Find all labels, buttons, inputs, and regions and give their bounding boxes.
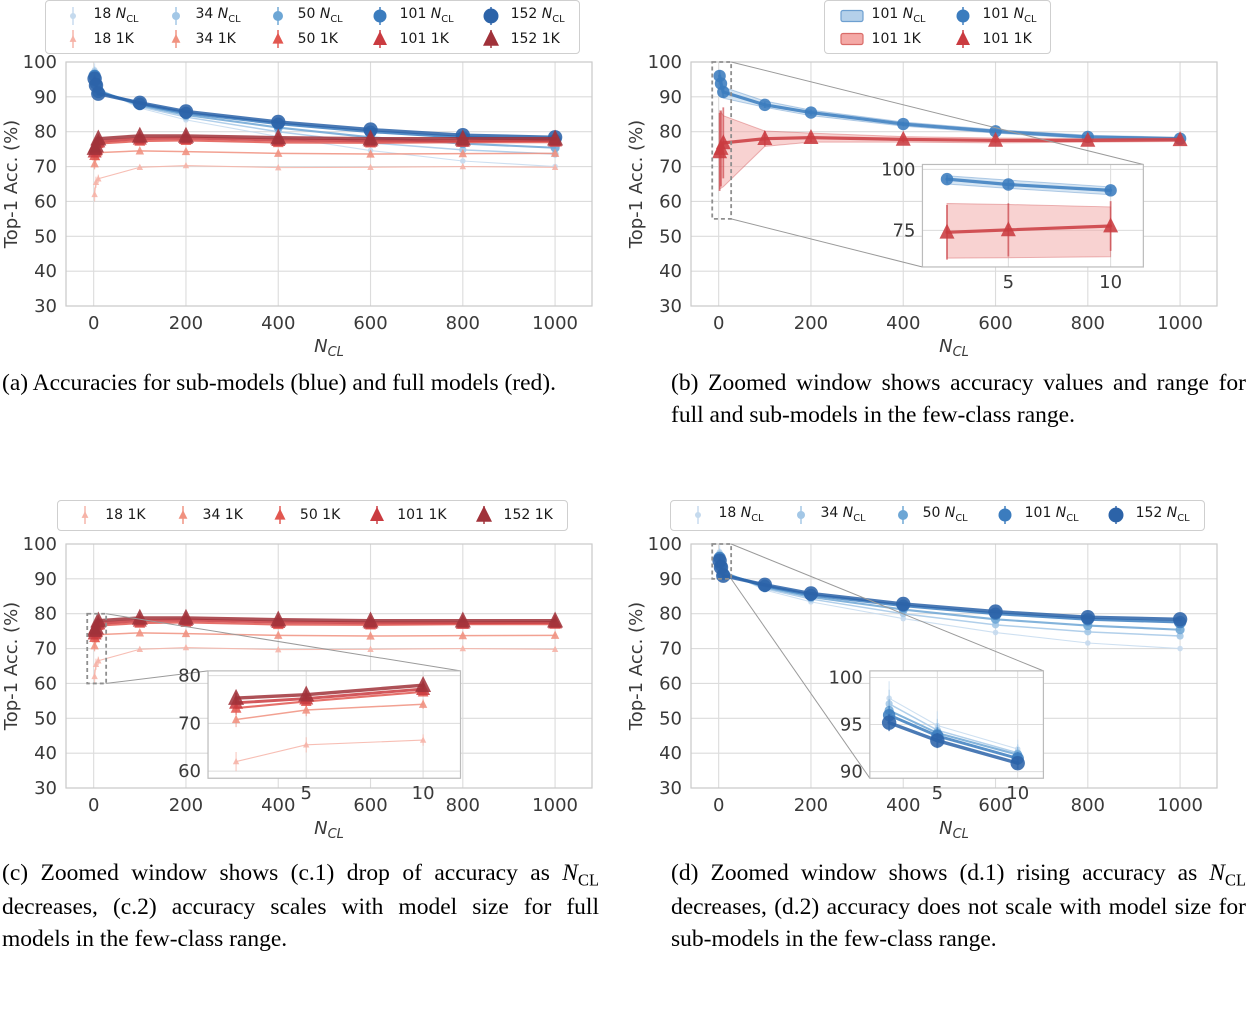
legend-c [57,500,568,531]
series-line [720,76,1180,139]
y-axis-label: Top-1 Acc. (%) [626,119,647,249]
inset-y-axis [178,666,201,782]
legend-entry [1103,504,1190,527]
legend-entry [170,504,243,527]
legend-label: 50 $N_{CL}$ [922,505,968,524]
svg-text:30: 30 [34,778,57,799]
triangle-marker-icon [265,26,291,52]
svg-text:400: 400 [261,795,296,816]
band-patch-icon [839,26,865,52]
legend-label: 101 $N_{CL}$ [1024,505,1079,524]
svg-text:1000: 1000 [532,795,578,816]
svg-text:30: 30 [659,778,682,799]
svg-text:70: 70 [659,638,682,660]
svg-text:400: 400 [886,313,921,334]
svg-text:80: 80 [659,121,682,143]
x-axis-label: $N_{CL}$ [314,336,344,356]
legend-entry [950,4,1037,27]
series-layer [87,63,563,201]
svg-text:100: 100 [647,54,682,73]
svg-text:600: 600 [978,313,1013,334]
legend-entry [72,504,145,527]
legend-entry [478,27,565,50]
legend-label: 18 1K [105,507,146,523]
series-line [95,70,555,167]
svg-text:5: 5 [1002,271,1015,293]
legend-b [824,0,1052,54]
y-axis [23,54,57,317]
legend-entry [265,4,343,27]
inset [828,667,1043,804]
circle-marker-icon [788,502,814,528]
svg-text:50: 50 [34,226,57,248]
caption-d: (d) Zoomed window shows (d.1) rising accuracy as $N_{CL}$ decreases, (d.2) accuracy does not scale with model size for sub-models in the few-class range. [671,860,1246,953]
legend-entry [685,504,763,527]
circle-marker-icon [1103,502,1129,528]
svg-text:1000: 1000 [1157,795,1203,816]
svg-text:60: 60 [659,191,682,213]
legend-entry [367,27,454,50]
svg-text:80: 80 [659,603,682,625]
triangle-marker-icon [72,502,98,528]
svg-text:0: 0 [87,313,100,334]
svg-text:5: 5 [931,783,944,805]
svg-text:80: 80 [34,121,57,143]
svg-text:5: 5 [300,783,312,805]
panel-d [625,494,1250,1011]
svg-text:0: 0 [712,795,725,816]
legend-entry [478,4,565,27]
svg-text:100: 100 [22,54,57,73]
legend-entry [890,504,968,527]
svg-text:50: 50 [659,226,682,248]
svg-text:200: 200 [793,313,829,334]
svg-text:70: 70 [178,713,202,735]
triangle-marker-icon [364,502,390,528]
svg-text:800: 800 [445,795,480,816]
svg-text:100: 100 [647,536,682,555]
caption-a: (a) Accuracies for sub-models (blue) and full models (red). [2,370,557,396]
svg-text:200: 200 [168,795,204,816]
svg-text:80: 80 [178,665,202,687]
legend-entry [163,27,241,50]
legend-label: 152 1K [503,507,553,523]
svg-text:75: 75 [892,220,916,242]
legend-entry [60,27,138,50]
series-r18 [91,162,558,202]
svg-text:600: 600 [353,795,388,816]
legend-entry [839,4,926,27]
svg-text:95: 95 [839,714,863,736]
legend-label: 152 1K [510,30,560,47]
legend-entry [839,27,926,50]
x-axis-label: $N_{CL}$ [314,818,344,838]
legend-label: 101 1K [982,30,1032,47]
legend-label: 34 $N_{CL}$ [195,5,241,25]
svg-text:800: 800 [445,313,480,334]
svg-text:80: 80 [34,603,57,625]
series-r34 [90,146,559,169]
triangle-marker-icon [170,502,196,528]
series-b18 [717,545,1183,651]
legend-label: 34 1K [195,30,236,47]
svg-text:90: 90 [659,86,682,108]
legend-label: 152 $N_{CL}$ [510,5,565,25]
svg-text:800: 800 [1070,795,1105,816]
svg-text:100: 100 [881,159,916,181]
legend-label: 101 $N_{CL}$ [982,5,1037,25]
legend-label: 101 1K [399,30,449,47]
y-axis [23,536,57,799]
svg-text:40: 40 [34,743,57,765]
inset [881,159,1143,293]
legend-label: 18 $N_{CL}$ [93,5,139,25]
legend-wrap-b [824,0,1052,54]
chart-d [625,536,1250,838]
legend-label: 50 1K [299,507,341,523]
svg-text:1000: 1000 [1157,313,1203,334]
svg-text:50: 50 [659,708,682,730]
legend-entry [364,504,446,527]
panel-a [0,0,625,494]
svg-text:1000: 1000 [532,313,578,334]
series-b152 [712,554,1187,627]
svg-text:600: 600 [353,313,388,334]
svg-text:100: 100 [828,667,863,689]
svg-text:400: 400 [261,313,296,334]
series-band [720,71,1180,141]
svg-text:90: 90 [34,568,57,590]
triangle-marker-icon [267,502,293,528]
y-axis [648,54,682,317]
legend-label: 50 $N_{CL}$ [297,5,343,25]
x-axis-label: $N_{CL}$ [939,818,969,838]
y-axis-label: Top-1 Acc. (%) [1,119,22,249]
triangle-marker-icon [367,26,393,52]
svg-text:70: 70 [659,156,682,178]
legend-label: 152 $N_{CL}$ [1135,505,1190,524]
legend-entry [471,504,553,527]
svg-text:90: 90 [839,761,863,783]
chart-b [625,54,1250,356]
series-line [95,633,555,646]
svg-text:60: 60 [178,761,202,783]
series-line [95,166,555,195]
x-axis [88,313,578,334]
svg-text:50: 50 [34,708,57,730]
svg-text:10: 10 [1099,271,1123,293]
series-r34 [90,628,559,651]
y-axis-label: Top-1 Acc. (%) [1,601,22,731]
triangle-marker-icon [950,26,976,52]
inset-y-axis [881,159,915,241]
y-axis-label: Top-1 Acc. (%) [626,601,647,731]
legend-wrap-c [57,494,568,536]
legend-label: 34 $N_{CL}$ [820,505,866,524]
circle-marker-icon [890,502,916,528]
series-rb101-inset [939,201,1118,260]
svg-text:200: 200 [793,795,829,816]
legend-entry [60,4,138,27]
svg-text:400: 400 [886,795,921,816]
legend-wrap-a [45,0,579,54]
legend-a [45,0,579,54]
legend-label: 101 $N_{CL}$ [399,5,454,25]
svg-text:60: 60 [659,673,682,695]
svg-text:200: 200 [168,313,204,334]
legend-label: 101 1K [397,507,447,523]
legend-entry [265,27,343,50]
svg-text:100: 100 [22,536,57,555]
legend-wrap-d [670,494,1204,536]
circle-marker-icon [685,502,711,528]
legend-entry [950,27,1037,50]
panel-b [625,0,1250,494]
legend-entry [163,4,241,27]
legend-label: 34 1K [202,507,243,523]
legend-entry [992,504,1079,527]
panel-c [0,494,625,1011]
legend-entry [788,504,866,527]
svg-text:70: 70 [34,638,57,660]
svg-text:0: 0 [712,313,725,334]
series-line [720,554,1180,636]
series-layer [712,545,1187,651]
caption-c: (c) Zoomed window shows (c.1) drop of accuracy as $N_{CL}$ decreases, (c.2) accuracy scales with model size for full models in the few-class range. [2,860,599,953]
inset-y-axis [828,667,862,782]
svg-text:800: 800 [1070,313,1105,334]
legend-label: 18 1K [93,30,134,47]
x-axis-label: $N_{CL}$ [939,336,969,356]
svg-text:40: 40 [659,743,682,765]
inset-x-axis [1003,272,1122,293]
svg-text:60: 60 [34,191,57,213]
svg-text:30: 30 [659,296,682,317]
legend-entry [267,504,340,527]
triangle-marker-icon [478,26,504,52]
svg-text:70: 70 [34,156,57,178]
svg-text:0: 0 [87,795,100,816]
legend-label: 50 1K [297,30,338,47]
triangle-marker-icon [60,26,86,52]
series-line [720,552,1180,649]
x-axis [88,795,578,816]
svg-text:60: 60 [34,673,57,695]
svg-text:90: 90 [659,568,682,590]
circle-marker-icon [992,502,1018,528]
triangle-marker-icon [471,502,497,528]
legend-label: 18 $N_{CL}$ [718,505,764,524]
svg-text:40: 40 [659,261,682,283]
chart-a [0,54,625,356]
series-b152 [87,72,562,145]
svg-text:10: 10 [411,783,435,805]
svg-text:90: 90 [34,86,57,108]
x-axis [713,313,1203,334]
svg-text:40: 40 [34,261,57,283]
caption-b: (b) Zoomed window shows accuracy values and range for full and sub-models in the few-class range. [671,370,1246,428]
legend-d [670,500,1204,531]
legend-label: 101 $N_{CL}$ [871,5,926,25]
inset [178,666,460,805]
x-axis [713,795,1203,816]
svg-text:10: 10 [1006,783,1030,805]
legend-entry [367,4,454,27]
svg-text:30: 30 [34,296,57,317]
y-axis [648,536,682,799]
triangle-marker-icon [163,26,189,52]
svg-text:600: 600 [978,795,1013,816]
legend-label: 101 1K [871,30,921,47]
chart-c [0,536,625,838]
